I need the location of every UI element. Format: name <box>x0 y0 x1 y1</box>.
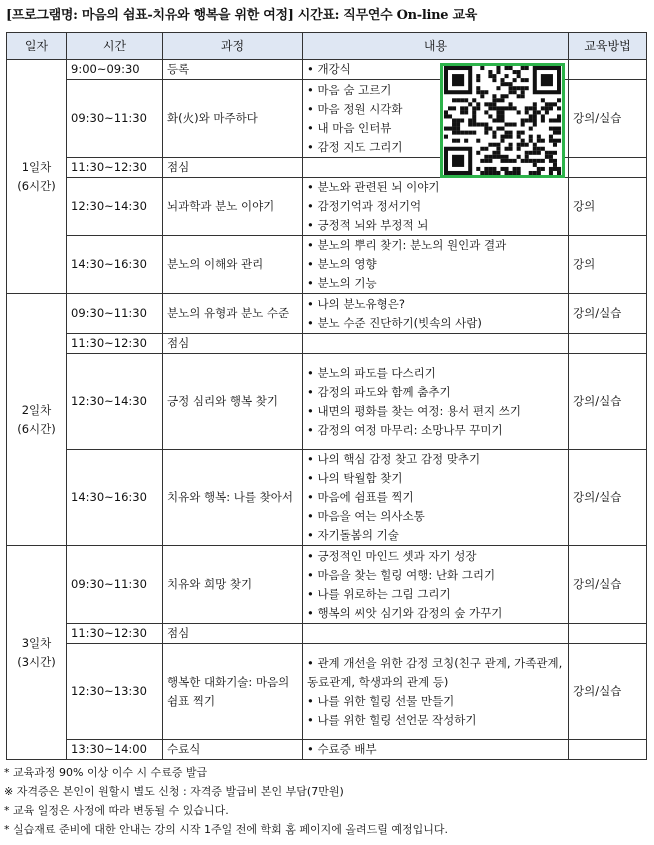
time-cell: 11:30~12:30 <box>67 158 163 178</box>
list-item: • 분노와 관련된 뇌 이야기 <box>307 178 564 197</box>
content-cell <box>303 450 569 546</box>
day-cell <box>7 546 67 760</box>
list-item: • 나의 분노유형은? <box>307 295 564 314</box>
course-cell: 수료식 <box>163 740 303 760</box>
list-item: • 내 마음 인터뷰 <box>307 119 564 138</box>
list-item: • 감정의 파도와 함께 춤추기 <box>307 383 564 402</box>
content-list <box>307 295 564 333</box>
course-cell: 화(火)와 마주하다 <box>163 80 303 158</box>
time-cell: 09:30~11:30 <box>67 546 163 624</box>
list-item: • 마음 숨 고르기 <box>307 81 564 100</box>
page-title: [프로그램명: 마음의 쉼표-치유와 행복을 위한 여정] 시간표: 직무연수 On-line 교육 <box>6 8 477 23</box>
time-cell: 14:30~16:30 <box>67 450 163 546</box>
time-cell: 12:30~14:30 <box>67 354 163 450</box>
method-cell: 강의/실습 <box>569 80 647 158</box>
list-item: • 분노의 영향 <box>307 255 564 274</box>
course-cell: 등록 <box>163 60 303 80</box>
content-list <box>307 654 564 730</box>
content-list <box>307 740 564 759</box>
table-header-row <box>7 33 647 60</box>
list-item: • 분노의 파도를 다스리기 <box>307 364 564 383</box>
list-item: • 자기돌봄의 기술 <box>307 526 564 545</box>
day-hours: (3시간) <box>17 654 56 669</box>
list-item: • 분노 수준 진단하기(빗속의 사람) <box>307 314 564 333</box>
list-item: • 감정 지도 그리기 <box>307 138 564 157</box>
header-course: 과정 <box>163 33 303 60</box>
content-cell <box>303 644 569 740</box>
day-cell <box>7 294 67 546</box>
table-row <box>7 624 647 644</box>
method-cell: 강의 <box>569 236 647 294</box>
list-item: • 마음 정원 시각화 <box>307 100 564 119</box>
day-label: 2일차 <box>21 402 52 417</box>
content-cell <box>303 294 569 334</box>
content-cell <box>303 354 569 450</box>
course-cell: 점심 <box>163 334 303 354</box>
course-cell: 점심 <box>163 624 303 644</box>
time-cell: 09:30~11:30 <box>67 294 163 334</box>
note-2: ※ 자격증은 본인이 원할시 별도 신청 : 자격증 발급비 본인 부담(7만원) <box>4 785 344 798</box>
list-item: • 행복의 씨앗 심기와 감정의 숲 가꾸기 <box>307 604 564 623</box>
list-item: • 감정의 여정 마무리: 소망나무 꾸미기 <box>307 421 564 440</box>
course-cell: 행복한 대화기술: 마음의 쉼표 찍기 <box>163 644 303 740</box>
list-item: • 마음을 여는 의사소통 <box>307 507 564 526</box>
course-cell: 뇌과학과 분노 이야기 <box>163 178 303 236</box>
list-item: • 긍정적인 마인드 셋과 자기 성장 <box>307 547 564 566</box>
day-hours: (6시간) <box>17 421 56 436</box>
list-item: • 마음을 찾는 힐링 여행: 난화 그리기 <box>307 566 564 585</box>
method-cell <box>569 158 647 178</box>
course-cell: 긍정 심리와 행복 찾기 <box>163 354 303 450</box>
time-cell: 11:30~12:30 <box>67 624 163 644</box>
method-cell: 강의/실습 <box>569 546 647 624</box>
header-method: 교육방법 <box>569 33 647 60</box>
day-hours: (6시간) <box>17 178 56 193</box>
content-list <box>307 178 564 235</box>
note-3: * 교육 일정은 사정에 따라 변동될 수 있습니다. <box>4 804 229 817</box>
course-cell: 점심 <box>163 158 303 178</box>
list-item: • 나의 탁월함 찾기 <box>307 469 564 488</box>
list-item: • 분노의 기능 <box>307 274 564 293</box>
content-cell <box>303 740 569 760</box>
list-item: • 감정기억과 정서기억 <box>307 197 564 216</box>
notes-section <box>4 763 448 839</box>
content-cell <box>303 236 569 294</box>
table-row <box>7 236 647 294</box>
table-row <box>7 740 647 760</box>
table-row <box>7 178 647 236</box>
method-cell: 강의/실습 <box>569 294 647 334</box>
qr-code-icon[interactable] <box>440 63 565 178</box>
method-cell <box>569 624 647 644</box>
list-item: • 나를 위로하는 그림 그리기 <box>307 585 564 604</box>
course-cell: 치유와 행복: 나를 찾아서 <box>163 450 303 546</box>
list-item: • 나의 핵심 감정 찾고 감정 맞추기 <box>307 450 564 469</box>
table-row <box>7 546 647 624</box>
method-cell: 강의/실습 <box>569 354 647 450</box>
list-item: • 나를 위한 힐링 선물 만들기 <box>307 692 564 711</box>
table-row <box>7 334 647 354</box>
header-day: 일자 <box>7 33 67 60</box>
time-cell: 14:30~16:30 <box>67 236 163 294</box>
list-item: • 관계 개선을 위한 감정 코칭(친구 관계, 가족관계, 동료관계, 학생과의 관계 등) <box>307 654 564 692</box>
content-cell <box>303 178 569 236</box>
list-item: • 긍정적 뇌와 부정적 뇌 <box>307 216 564 235</box>
course-cell: 분노의 이해와 관리 <box>163 236 303 294</box>
table-row <box>7 450 647 546</box>
list-item: • 개강식 <box>307 60 564 79</box>
header-content: 내용 <box>303 33 569 60</box>
day-label: 3일차 <box>21 635 52 650</box>
day-label: 1일차 <box>21 159 52 174</box>
list-item: • 마음에 쉼표를 찍기 <box>307 488 564 507</box>
method-cell <box>569 740 647 760</box>
list-item: • 수료증 배부 <box>307 740 564 759</box>
time-cell: 13:30~14:00 <box>67 740 163 760</box>
time-cell: 12:30~14:30 <box>67 178 163 236</box>
time-cell: 9:00~09:30 <box>67 60 163 80</box>
time-cell: 12:30~13:30 <box>67 644 163 740</box>
table-row <box>7 644 647 740</box>
content-cell <box>303 624 569 644</box>
course-cell: 분노의 유형과 분노 수준 <box>163 294 303 334</box>
method-cell <box>569 60 647 80</box>
content-list <box>307 236 564 293</box>
content-list <box>307 364 564 440</box>
qr-code-graphic <box>443 66 562 175</box>
course-cell: 치유와 희망 찾기 <box>163 546 303 624</box>
content-list <box>307 450 564 545</box>
method-cell <box>569 334 647 354</box>
list-item: • 나를 위한 힐링 선언문 작성하기 <box>307 711 564 730</box>
time-cell: 09:30~11:30 <box>67 80 163 158</box>
content-list <box>307 547 564 623</box>
table-row <box>7 294 647 334</box>
note-1: * 교육과정 90% 이상 이수 시 수료증 발급 <box>4 766 208 779</box>
list-item: • 분노의 뿌리 찾기: 분노의 원인과 결과 <box>307 236 564 255</box>
table-row <box>7 354 647 450</box>
day-cell <box>7 60 67 294</box>
method-cell: 강의 <box>569 178 647 236</box>
method-cell: 강의/실습 <box>569 450 647 546</box>
header-time: 시간 <box>67 33 163 60</box>
method-cell: 강의/실습 <box>569 644 647 740</box>
content-cell <box>303 334 569 354</box>
list-item: • 내면의 평화를 찾는 여정: 용서 편지 쓰기 <box>307 402 564 421</box>
time-cell: 11:30~12:30 <box>67 334 163 354</box>
content-cell <box>303 546 569 624</box>
note-4: * 실습재료 준비에 대한 안내는 강의 시작 1주일 전에 학회 홈 페이지에 올려드릴 예정입니다. <box>4 823 448 836</box>
